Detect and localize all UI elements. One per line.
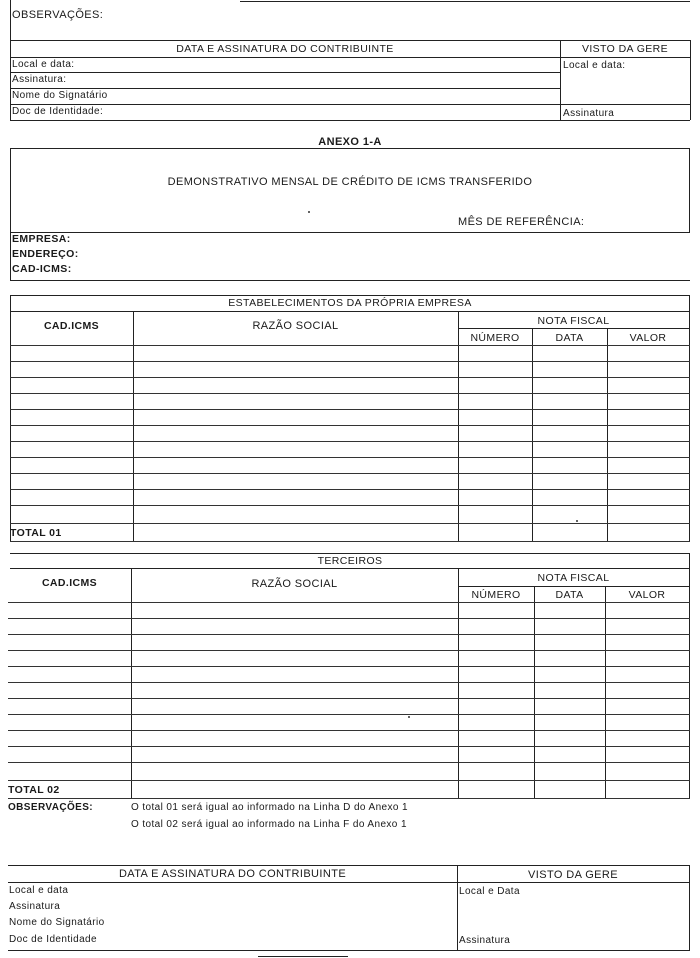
annex-bottom-line bbox=[10, 280, 690, 281]
t2-top-line bbox=[10, 553, 690, 554]
t2-title-line bbox=[10, 568, 690, 569]
t1-col-numero: NÚMERO bbox=[470, 332, 520, 344]
notes-line-1: O total 01 será igual ao informado na Linha D do Anexo 1 bbox=[131, 802, 409, 813]
bottom-signature-header: DATA E ASSINATURA DO CONTRIBUINTE bbox=[118, 868, 347, 880]
top-visto-assinatura[interactable]: Assinatura bbox=[563, 108, 615, 119]
t1-col-razao: RAZÃO SOCIAL bbox=[252, 320, 339, 332]
t2-header-bottom-line bbox=[8, 602, 690, 603]
t2-nota-split bbox=[458, 586, 689, 587]
table-row[interactable] bbox=[8, 730, 690, 731]
sig-header-top-line bbox=[10, 40, 690, 41]
t2-total-label: TOTAL 02 bbox=[8, 784, 60, 796]
annex-top-line bbox=[10, 148, 690, 149]
table-row[interactable] bbox=[8, 682, 690, 683]
table-row[interactable] bbox=[10, 393, 690, 394]
sig-right-border bbox=[690, 40, 691, 120]
endereco-field[interactable]: ENDEREÇO: bbox=[12, 248, 79, 260]
sig-row-line-3 bbox=[10, 104, 690, 105]
bottom-right-border bbox=[689, 865, 690, 950]
sig-row-line-1 bbox=[10, 72, 560, 73]
bottom-field-doc-identidade[interactable]: Doc de Identidade bbox=[9, 934, 97, 945]
top-field-nome-signatario[interactable]: Nome do Signatário bbox=[12, 90, 108, 101]
annex-subtitle: DEMONSTRATIVO MENSAL DE CRÉDITO DE ICMS TRANSFERIDO bbox=[167, 176, 533, 188]
t1-col-data: DATA bbox=[555, 332, 584, 344]
t2-col-cad: CAD.ICMS bbox=[41, 577, 98, 589]
t2-col-valor: VALOR bbox=[628, 589, 666, 601]
t1-nota-split bbox=[458, 328, 689, 329]
bottom-field-assinatura[interactable]: Assinatura bbox=[9, 901, 61, 912]
table-row[interactable] bbox=[8, 746, 690, 747]
bottom-visto-local[interactable]: Local e Data bbox=[459, 886, 520, 897]
empresa-field[interactable]: EMPRESA: bbox=[12, 233, 71, 245]
scan-speck bbox=[576, 520, 578, 522]
t2-col-numero: NÚMERO bbox=[471, 589, 521, 601]
top-signature-header: DATA E ASSINATURA DO CONTRIBUINTE bbox=[176, 43, 394, 55]
t1-title-line bbox=[10, 311, 690, 312]
bottom-sig-top-line bbox=[8, 865, 690, 866]
annex-right-line bbox=[689, 148, 690, 232]
t1-col-divider-3 bbox=[532, 328, 533, 541]
annex-mid-line bbox=[10, 232, 690, 233]
t1-top-line bbox=[10, 295, 690, 296]
cad-icms-field[interactable]: CAD-ICMS: bbox=[12, 263, 72, 275]
t1-title: ESTABELECIMENTOS DA PRÓPRIA EMPRESA bbox=[228, 297, 472, 309]
t2-col-nota: NOTA FISCAL bbox=[537, 572, 610, 584]
top-visto-header: VISTO DA GERE bbox=[581, 43, 669, 55]
t1-total-label: TOTAL 01 bbox=[10, 527, 62, 539]
notes-label: OBSERVAÇÕES: bbox=[8, 802, 94, 813]
t2-title: TERCEIROS bbox=[317, 555, 383, 567]
t2-col-razao: RAZÃO SOCIAL bbox=[251, 578, 338, 590]
bottom-field-local-data[interactable]: Local e data bbox=[9, 885, 69, 896]
t1-bottom-line bbox=[10, 541, 690, 542]
top-visto-local[interactable]: Local e data: bbox=[563, 60, 626, 71]
table-row[interactable] bbox=[10, 489, 690, 490]
mes-referencia-field[interactable]: MÊS DE REFERÊNCIA: bbox=[458, 216, 585, 228]
t1-col-cad: CAD.ICMS bbox=[43, 320, 100, 332]
top-field-assinatura[interactable]: Assinatura: bbox=[12, 74, 67, 85]
t1-col-valor: VALOR bbox=[629, 332, 667, 344]
bottom-sig-header-line bbox=[8, 882, 690, 883]
t1-total-top-line bbox=[10, 523, 690, 524]
t1-header-bottom-line bbox=[10, 345, 690, 346]
bottom-field-nome-signatario[interactable]: Nome do Signatário bbox=[9, 917, 105, 928]
top-left-border bbox=[10, 0, 11, 120]
table-row[interactable] bbox=[8, 762, 690, 763]
sig-header-bottom-line bbox=[10, 57, 690, 58]
annex-title: ANEXO 1-A bbox=[318, 136, 382, 148]
table-row[interactable] bbox=[10, 457, 690, 458]
table-row[interactable] bbox=[10, 441, 690, 442]
top-edge-line bbox=[240, 1, 690, 2]
table-row[interactable] bbox=[10, 425, 690, 426]
t1-col-nota: NOTA FISCAL bbox=[537, 315, 610, 327]
sig-bottom-line bbox=[10, 120, 690, 121]
table-row[interactable] bbox=[10, 409, 690, 410]
table-row[interactable] bbox=[8, 714, 690, 715]
annex-left-line bbox=[10, 148, 11, 280]
table-row[interactable] bbox=[8, 666, 690, 667]
bottom-sig-bottom-line bbox=[8, 950, 690, 951]
top-field-local-data[interactable]: Local e data: bbox=[12, 59, 75, 70]
table-row[interactable] bbox=[8, 650, 690, 651]
top-field-doc-identidade[interactable]: Doc de Identidade: bbox=[12, 106, 104, 117]
t2-col-data: DATA bbox=[555, 589, 584, 601]
table-row[interactable] bbox=[10, 361, 690, 362]
t1-col-divider-4 bbox=[607, 328, 608, 541]
scan-speck bbox=[308, 211, 310, 213]
bottom-visto-assinatura[interactable]: Assinatura bbox=[459, 935, 511, 946]
t2-bottom-line bbox=[8, 798, 690, 799]
table-row[interactable] bbox=[10, 473, 690, 474]
table-row[interactable] bbox=[10, 377, 690, 378]
scan-speck bbox=[408, 716, 410, 718]
sig-row-line-2 bbox=[10, 88, 560, 89]
observacoes-top-label: OBSERVAÇÕES: bbox=[12, 9, 104, 21]
bottom-visto-header: VISTO DA GERE bbox=[528, 869, 618, 881]
notes-line-2: O total 02 será igual ao informado na Linha F do Anexo 1 bbox=[131, 819, 407, 830]
footer-edge-line bbox=[258, 956, 348, 957]
table-row[interactable] bbox=[8, 618, 690, 619]
t2-total-top-line bbox=[8, 780, 690, 781]
table-row[interactable] bbox=[10, 505, 690, 506]
table-row[interactable] bbox=[8, 698, 690, 699]
table-row[interactable] bbox=[8, 634, 690, 635]
